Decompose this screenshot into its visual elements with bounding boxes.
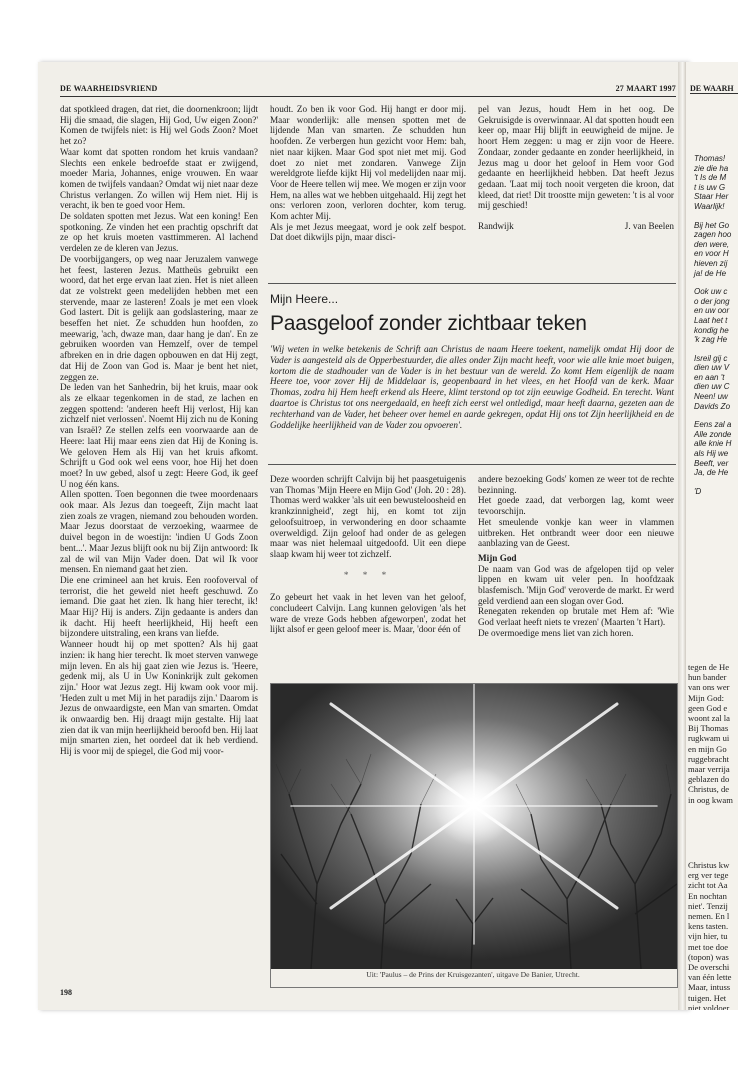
signature-place: Randwijk — [478, 221, 514, 232]
paragraph: De voorbijgangers, op weg naar Jeruzalem vanwege het feest, lasteren Jezus. Mattheüs gebruikt een woord, dat het erge ervan laat zien. Het is niet alleen dat ze volstrekt geen medelijden hebben met een stervende, maar ze lasteren! Zoals je met een vloek God lastert. Dit is gelijk aan godslastering, maar ze beseffen het niet. Ze schudden hun hoofden, zo meewarig, 'ach, dwaze man, daar hang je dan'. En ze gebruiken woorden van Hemzelf, over de tempel afbreken en in drie dagen opbouwen en dat Hij zegt, dat Hij de Zoon van God is. Maar je bent het niet, zeggen ze. — [60, 253, 258, 382]
next-page-line — [694, 278, 738, 287]
signature — [478, 221, 674, 232]
article-title: Paasgeloof zonder zichtbaar teken — [270, 312, 587, 335]
next-page-line: Bij Thomas — [688, 723, 729, 734]
next-page-line: Thomas! — [694, 154, 726, 163]
next-page-line: dien uw C — [694, 382, 730, 392]
next-page-line: Isreil gij c — [694, 353, 728, 363]
next-page-line: alle knie H — [694, 439, 732, 449]
next-page-line: geblazen do — [688, 774, 730, 785]
paragraph: De soldaten spotten met Jezus. Wat een koning! Een spotkoning. Ze vinden het een prachtig opschrift dat ze op het kruis moeten vasttimmeren. Al lachend verdelen ze de kleren van Jezus. — [60, 211, 258, 254]
subheading: Mijn God — [478, 552, 517, 563]
paragraph: Het smeulende vonkje kan weer in vlammen uitbreken. Het ontbrandt weer door een nieuwe aanblazing van de Geest. — [478, 516, 674, 549]
next-page-line: 'D — [694, 486, 702, 496]
next-page-line: Alle zonde — [694, 429, 732, 439]
paragraph: dat spotkleed dragen, dat riet, die doornenkroon; lijdt Hij die smaad, die slagen, Hij God, Uw eigen Zoon?' Komen de twijfels niet: is Hij wel Gods Zoon? Moet het zo? — [60, 104, 258, 147]
next-page-line: Maar, intuss — [688, 982, 731, 993]
page-number: 198 — [60, 988, 72, 997]
article-photo — [270, 683, 678, 988]
next-page-line: van één lette — [688, 972, 732, 983]
next-page-line — [694, 212, 738, 221]
book-gutter — [678, 62, 686, 1010]
next-page-line: van ons wer — [688, 682, 730, 693]
next-page-poem — [694, 154, 738, 496]
next-page-line: en uw oor — [694, 306, 730, 316]
next-page-line: Staar Her — [694, 192, 729, 202]
next-page-header: DE WAARH — [690, 84, 738, 94]
section-separator: * * * — [343, 569, 393, 580]
next-page-line — [694, 478, 738, 487]
next-page-line: niet'. Tenzij — [688, 900, 728, 911]
next-page-line: erg ver tege — [688, 870, 729, 881]
next-page-line: met toe doe — [688, 941, 729, 952]
lead-divider — [268, 464, 676, 465]
paragraph: De leden van het Sanhedrin, bij het kruis, maar ook als ze elkaar tegenkomen in de stad, ze lachen en zeggen spottend: 'anderen heeft Hij verlost, Hij kan zichzelf niet verlossen'. Noemt Hij zich nu de Koning van Israël? Ze stellen zelfs een voorwaarde aan de Heere: laat Hij maar eens zien dat Hij de Koning is. We geloven Hem als Hij van het kruis afkomt. Schrijft u God ook wel eens voor, hoe Hij het doen moet? In uw gebed, alsof u zegt: Heere God, ik geef U nog één kans. — [60, 382, 258, 489]
next-page-line: t is uw G — [694, 182, 726, 192]
article-lead-quote: 'Wij weten in welke betekenis de Schrift aan Christus de naam Heere toekent, namelijk omdat Hij door de Vader is aangesteld als de Opperbestuurder, die alles onder Zijn macht heeft, voor wie alle knie moet buigen, kortom die de stadhouder van de Vader is in het bestuur van de wereld. Zo komt Hem eigenlijk de naam Heere toe, voor zover Hij de Middelaar is, geopenbaard in het vlees, en het Hoofd van de kerk. Maar Thomas, zodra hij Hem heeft erkend als Heere, klimt terstond op tot zijn eeuwige Godheid. En terecht. Want daartoe is Christus tot ons neergedaald, en heeft zich eerst wel ontledigd, maar heeft daarna, gezeten aan de rechterhand van de Vader, het beheer over hemel en aarde gekregen, opdat Hij ons tot Zijn heerlijkheid en de Goddelijke heerlijkheid van de Vader zou opvoeren'. — [270, 344, 674, 430]
paragraph: Waar komt dat spotten rondom het kruis vandaan? Slechts een enkele bedroefde staat er zwijgend, moeder Maria, Johannes, enige vrouwen. En waar komen de twijfels vandaan? Omdat wij niet naar deze Christus verlangen. Zo willen wij Hem niet. Hij is veracht, ik ben te goed voor Hem. — [60, 146, 258, 211]
next-page-line: Davids Zo — [694, 401, 731, 411]
paragraph: De naam van God was de afgelopen tijd op veler lippen en kwam uit veler pen. In hoofdzaak blasfemisch. 'Mijn God' veroverde de markt. Er werd geld verdiend aan een slogan over God. — [478, 563, 674, 606]
next-page-line: kens tasten. — [688, 921, 729, 932]
paragraph: Als je met Jezus meegaat, word je ook zelf bespot. Dat doet dikwijls pijn, maar disci- — [270, 221, 466, 243]
next-page-line: ruggebracht — [688, 753, 730, 764]
next-page-line: woont zal la — [688, 713, 730, 724]
starburst-trees-illustration — [271, 684, 677, 969]
article-column-2 — [270, 474, 466, 670]
next-page-line: maar verrija — [688, 764, 730, 775]
next-page-line: Christus, de — [688, 784, 730, 795]
next-page-line: geen God e — [688, 702, 728, 713]
next-page-line: Ook uw c — [694, 287, 728, 297]
paragraph: Renegaten rekenden op brutale met Hem af: 'Wie God verlaat heeft niets te vrezen' (Maarten 't Hart). — [478, 606, 674, 628]
next-page-line: dien uw V — [694, 363, 730, 373]
next-page-line: nemen. En l — [688, 911, 730, 922]
paragraph: andere bezoeking Gods' komen ze weer tot de rechte bezinning. — [478, 474, 674, 495]
next-page-line: en voor H — [694, 249, 729, 259]
next-page-line: hieven zij — [694, 258, 728, 268]
article-divider — [268, 283, 676, 284]
next-page-line: Laat het t — [694, 315, 728, 325]
next-page-line: rugkwam ui — [688, 733, 730, 744]
next-page-line: niet voldoer — [688, 1002, 730, 1010]
next-page-line: Eens zal a — [694, 420, 732, 430]
signature-author: J. van Beelen — [624, 221, 674, 232]
next-page-line: en aan 't — [694, 372, 725, 382]
next-page-text-block-1 — [688, 662, 738, 805]
paragraph: Zo gebeurt het vaak in het leven van het geloof, concludeert Calvijn. Lang kunnen gelovigen 'als het ware de vreze Gods hebben afgeworpen', zodat het lijkt alsof er geen geloof meer is. Maar, 'door één of — [270, 592, 466, 635]
paragraph: Die ene crimineel aan het kruis. Een roofoverval of terrorist, die het geweld niet heeft geschuwd. Zo iemand. Die gaat het zien. Ik hang hier terecht, ik! Maar Hij? Hij is anders. Zijn gedaante is anders dan ik dacht. Hij heeft heerlijkheid, Hij heeft een bijzondere uitstraling, een krans van liefde. — [60, 574, 258, 639]
issue-date: 27 MAART 1997 — [615, 84, 676, 93]
next-page-line: 't Is de M — [694, 173, 727, 183]
next-page-line: den were, — [694, 239, 730, 249]
next-page-line: Bij het Go — [694, 220, 730, 230]
next-page-line: tegen de He — [688, 662, 730, 672]
next-page-text-block-2 — [688, 860, 738, 1010]
paragraph: houdt. Zo ben ik voor God. Hij hangt er door mij. Maar wonderlijk: alle mensen spotten met de lijdende Man van smarten. Ze schudden hun hoofden. Ze verbergen hun gezicht voor Hem: bah, niet naar kijken. Maar God spot niet met mij. God doet zo niet met zondaren. Vanwege Zijn wereldgrote liefde kijkt Hij vol medelijden naar mij. Voor de Heere tellen wij mee. We mogen er zijn voor Hem, na alles wat we hebben uitgehaald. Hij zegt het ons: verloren zoon, verloren dochter, kom terug. Kom achter Mij. — [270, 104, 466, 222]
paragraph: Deze woorden schrijft Calvijn bij het paasgetuigenis van Thomas 'Mijn Heere en Mijn God' (Joh. 20 : 28). Thomas werd wakker 'als uit een bewusteloosheid en krankzinnigheid', zegt hij, en komt tot zijn geloofsuitroep, in verwondering en door schaamte overweldigd. Zijn geloof had onder de as gelegen maar was niet helemaal uitgedoofd. Uit een diepe slaap kwam hij weer tot zichzelf. — [270, 474, 466, 559]
next-page-line: vijn hier, tu — [688, 931, 728, 942]
article-column-3 — [478, 474, 674, 670]
publication-name: DE WAARHEIDSVRIEND — [60, 84, 158, 93]
next-page-edge — [686, 62, 738, 1010]
next-page-line: ja! de He — [694, 268, 727, 278]
next-page-line: Beeft, ver — [694, 458, 729, 468]
column-2-text — [270, 104, 466, 260]
paragraph: Allen spotten. Toen begonnen die twee moordenaars ook maar. Als Jezus dan toegeeft, Zijn macht laat zien zoals ze vragen, niemand zou behouden worden. Maar Jezus doorstaat de verzoeking, waarmee de duivel begon in de woestijn: 'indien U Gods Zoon bent...'. Maar Jezus blijft ook nu bij Zijn antwoord: Ik zal de wil van Mijn Vader doen. Dat wil Ik voor mensen. En niemand gaat het zien. — [60, 489, 258, 575]
next-page-line: in oog kwam — [688, 794, 733, 805]
next-page-line: tuigen. Het — [688, 992, 727, 1003]
next-page-line — [694, 411, 738, 420]
next-page-line: als Hij we — [694, 449, 729, 459]
next-page-line: kondig he — [694, 325, 729, 335]
running-header — [60, 84, 676, 97]
next-page-line: o der jong — [694, 296, 730, 306]
next-page-line: De overschi — [688, 962, 730, 973]
next-page-line: zagen hoo — [694, 230, 732, 240]
paragraph: Wanneer houdt hij op met spotten? Als hij gaat inzien: ik hang hier terecht. Ik moet sterven vanwege mijn leven. En als hij gaat zien wie Jezus is. 'Heere, gedenk mij, als U in Uw Koninkrijk zult gekomen zijn.' Hoor wat Jezus zegt. Hij kwam ook voor mij. 'Heden zult u met Mij in het paradijs zijn.' Daarom is Jezus de onwaardigste, een Man van smarten. Omdat ik onwaardig ben. Hij draagt mijn gestalte. Hij laat zien dat ik van mijn heerlijkheid beroofd ben. Hij laat mijn smarten zien, het oordeel dat ik heb verdiend. Hij is voor mij de spiegel, die God mij voor- — [60, 639, 258, 757]
next-page-line: zie die ha — [694, 163, 729, 173]
photo-caption: Uit: 'Paulus – de Prins der Kruisgezanten', uitgave De Banier, Utrecht. — [366, 970, 580, 979]
next-page-line: Ja, de He — [694, 468, 729, 478]
column-3-text — [478, 104, 674, 260]
paragraph: pel van Jezus, houdt Hem in het oog. De Gekruisigde is overwinnaar. Al dat spotten houdt een keer op, maar Hij blijft in eeuwigheid de mijne. Je hoort Hem zeggen: u mag er zijn voor de Heere. Zondaar, zonder gedaante en zonder heerlijkheid, in Jezus mag u door het geloof in Hem voor God gedaante en heerlijkheid hebben. Dat heeft Jezus gedaan. 'Laat mij toch nooit vergeten die kroon, dat kleed, dat riet! Dit troostte mijn geweten: 't is al voor mij geschied! — [478, 104, 674, 211]
paragraph: De overmoedige mens liet van zich horen. — [478, 627, 634, 638]
column-1-text — [60, 104, 258, 984]
next-page-line: Christus kw — [688, 860, 730, 870]
article-kicker: Mijn Heere... — [270, 292, 339, 306]
next-page-line: (topon) was — [688, 951, 729, 962]
next-page-line — [694, 345, 738, 354]
next-page-line: zicht tot Aa — [688, 880, 728, 891]
next-page-line: Neen! uw — [694, 392, 728, 402]
next-page-line: Mijn God: — [688, 692, 725, 703]
next-page-line: en mijn Go — [688, 743, 727, 754]
paragraph: Het goede zaad, dat verborgen lag, komt weer tevoorschijn. — [478, 495, 674, 517]
next-page-line: En nochtan — [688, 890, 727, 901]
next-page-line: hun bander — [688, 672, 727, 683]
next-page-line: 'k zag He — [694, 335, 728, 345]
next-page-line: Waarlijk! — [694, 201, 725, 211]
